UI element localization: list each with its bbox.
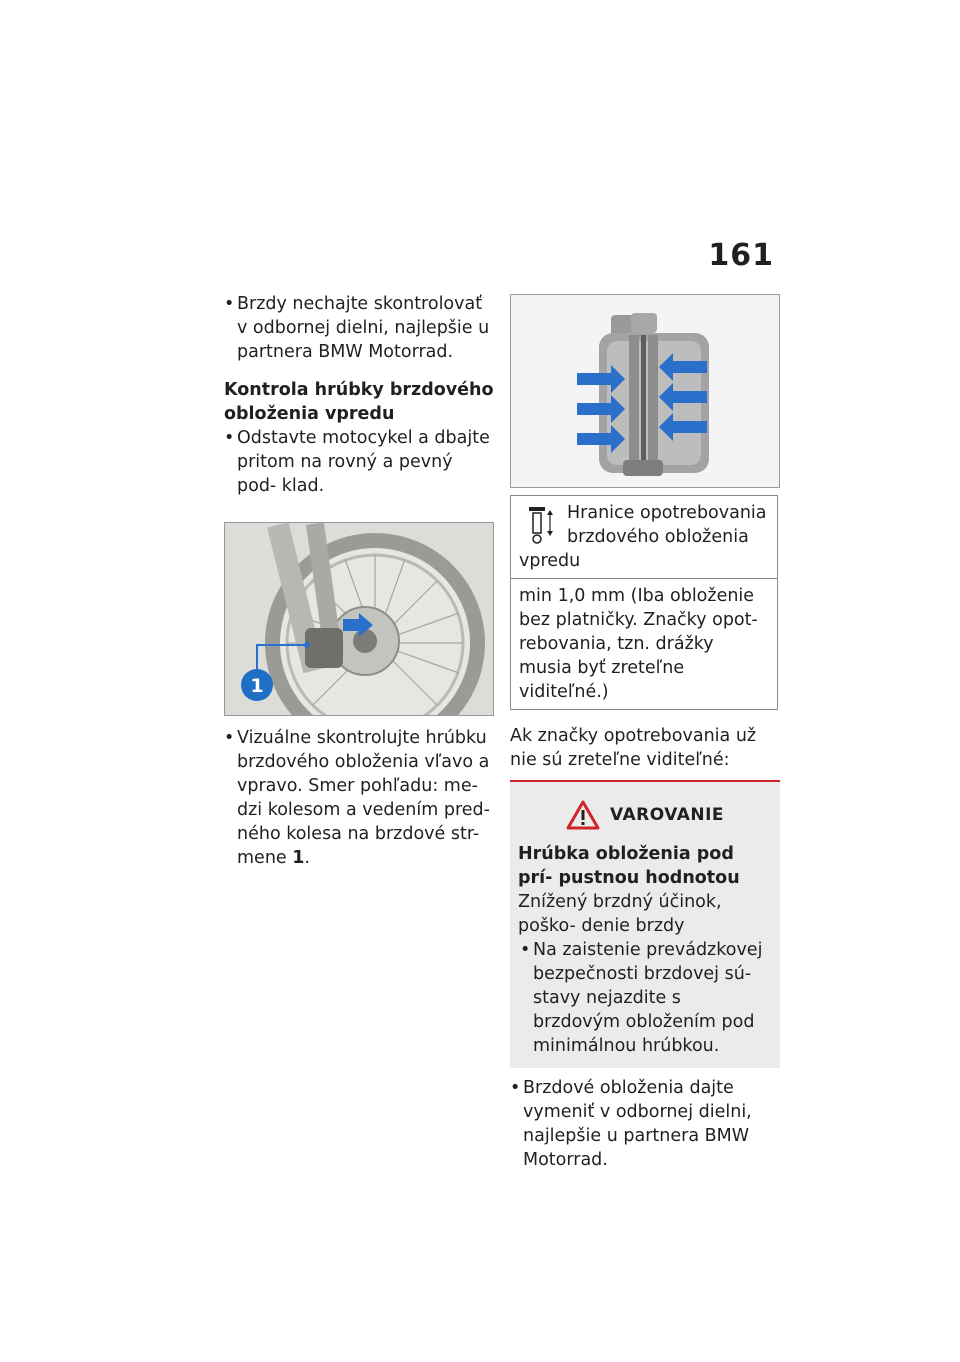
front-wheel-illustration	[225, 523, 493, 715]
wear-limit-table	[510, 495, 778, 710]
warning-subtitle: Hrúbka obloženia pod prí- pustnou hodnotou	[518, 844, 740, 888]
warning-box	[510, 782, 780, 1068]
bullet-park-motorcycle: • Odstavte motocykel a dbajte pritom na rovný a pevný pod- klad.	[224, 426, 496, 498]
brake-pad-wear-icon	[525, 505, 555, 545]
left-column	[224, 292, 496, 870]
warning-bullet: • Na zaistenie prevádzkovej bezpečnosti brzdovej sú- stavy nejazdite s brzdovým obložením pod minimálnou hrúbkou.	[520, 938, 772, 1058]
right-column	[510, 294, 780, 1172]
warning-body: Znížený brzdný účinok, poško- denie brzdy	[518, 892, 722, 936]
front-wheel-photo	[224, 522, 494, 716]
bullet-brake-check: • Brzdy nechajte skontrolovať v odbornej dielni, najlepšie u partnera BMW Motorrad.	[224, 292, 496, 364]
bullet-visual-check: • Vizuálne skontrolujte hrúbku brzdového obloženia vľavo a vpravo. Smer pohľadu: me- dzi kolesom a vedením pred- ného kolesa na brzdové str- mene 1.	[224, 726, 496, 870]
wear-marks-paragraph: Ak značky opotrebovania už nie sú zreteľne viditeľné:	[510, 726, 757, 770]
warning-title: VAROVANIE	[609, 805, 725, 825]
brake-caliper-illustration	[511, 295, 779, 487]
page-number: 161	[708, 238, 774, 273]
section-heading: Kontrola hrúbky brzdového obloženia vpredu	[224, 380, 494, 424]
wear-limit-label-cell	[511, 496, 778, 579]
brake-caliper-photo	[510, 294, 780, 488]
callout-number: 1	[250, 675, 264, 697]
warning-header	[518, 800, 772, 830]
bullet-replace-pads: • Brzdové obloženia dajte vymeniť v odbornej dielni, najlepšie u partnera BMW Motorrad.	[510, 1076, 780, 1172]
wear-limit-value: min 1,0 mm (Iba obloženie bez platničky. Značky opot- rebovania, tzn. drážky musia byť zreteľne viditeľné.)	[511, 579, 778, 710]
warning-triangle-icon	[566, 800, 600, 830]
wear-limit-label: Hranice opotrebovania brzdového obloženia vpredu	[519, 503, 767, 571]
